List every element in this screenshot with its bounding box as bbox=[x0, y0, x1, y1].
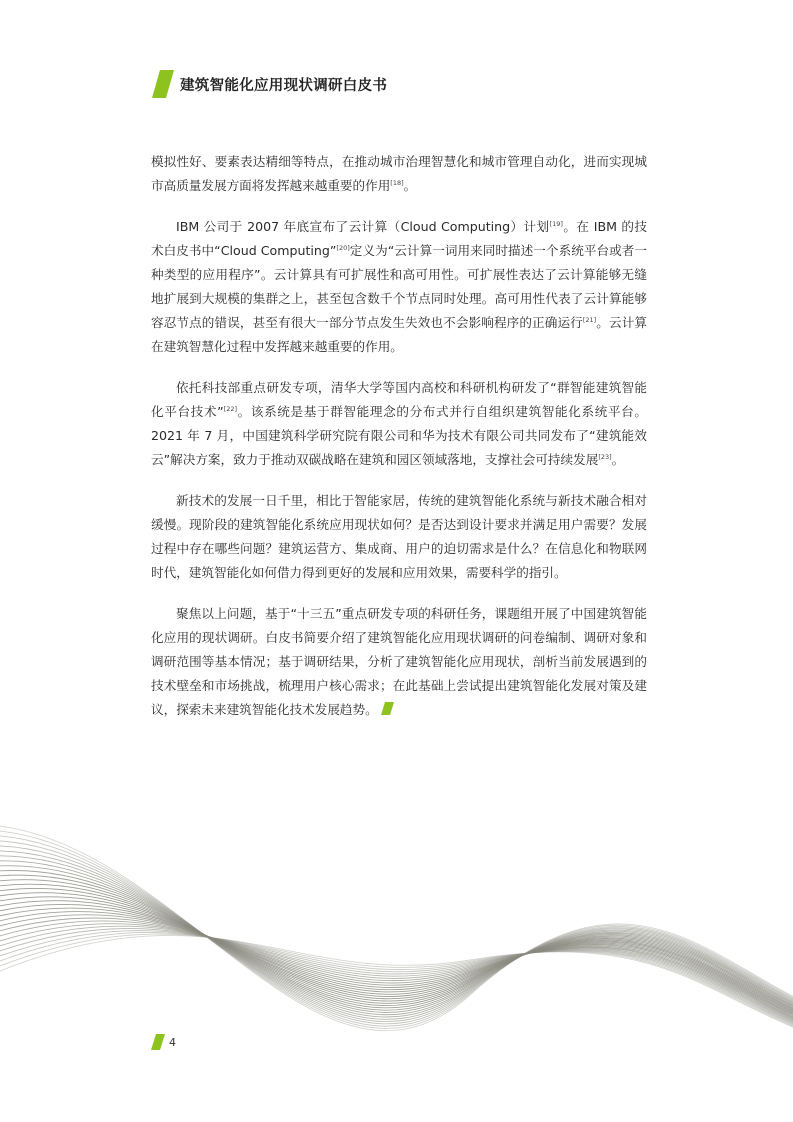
paragraph-text: 。 bbox=[403, 178, 417, 193]
paragraph bbox=[151, 489, 647, 585]
wave-line bbox=[0, 875, 793, 1010]
green-slash-icon bbox=[152, 70, 174, 98]
paragraph-text: IBM 公司于 2007 年底宣布了云计算（Cloud Computing）计划 bbox=[176, 219, 550, 234]
green-end-mark-icon bbox=[381, 702, 394, 715]
document-title: 建筑智能化应用现状调研白皮书 bbox=[180, 77, 388, 94]
wave-lines-decoration bbox=[0, 800, 793, 1122]
wave-line bbox=[0, 825, 793, 1031]
paragraph bbox=[151, 376, 647, 472]
body-text bbox=[151, 150, 647, 739]
paragraph-text: 。云计算在建筑智慧化过程中发挥越来越重要的作用。 bbox=[151, 315, 648, 354]
paragraph-text: 模拟性好、要素表达精细等特点，在推动城市治理智慧化和城市管理自动化，进而实现城市高质量发展方面将发挥越来越重要的作用 bbox=[151, 154, 647, 193]
paragraph-text: 聚焦以上问题，基于“十三五”重点研发专项的科研任务，课题组开展了中国建筑智能化应用的现状调研。白皮书简要介绍了建筑智能化应用现状调研的问卷编制、调研对象和调研范围等基本情况；基于调研结果，分析了建筑智能化应用现状，剖析当前发展遇到的技术壁垒和市场挑战，梳理用户核心需求；在此基础上尝试提出建筑智能化发展对策及建议，探索未来建筑智能化技术发展趋势。 bbox=[151, 606, 647, 717]
paragraph bbox=[151, 150, 647, 198]
paragraph-text: 。 bbox=[611, 452, 625, 467]
citation-ref: [20] bbox=[336, 243, 350, 252]
page-number: 4 bbox=[169, 1035, 176, 1049]
citation-ref: [22] bbox=[223, 404, 237, 413]
paragraph-text: 。该系统是基于群智能理念的分布式并行自组织建筑智能化系统平台。2021 年 7 月，中国建筑科学研究院有限公司和华为技术有限公司共同发布了“建筑能效云”解决方案，致力于推动双碳战略在建筑和园区领域落地，支撑社会可持续发展 bbox=[151, 404, 647, 467]
paragraph-text: 依托科技部重点研发专项，清华大学等国内高校和科研机构研发了“群智能建筑智能化平台技术” bbox=[151, 380, 647, 419]
paragraph-text: 新技术的发展一日千里，相比于智能家居，传统的建筑智能化系统与新技术融合相对缓慢。现阶段的建筑智能化系统应用现状如何？是否达到设计要求并满足用户需要？发展过程中存在哪些问题？建筑运营方、集成商、用户的迫切需求是什么？在信息化和物联网时代，建筑智能化如何借力得到更好的发展和应用效果，需要科学的指引。 bbox=[151, 493, 647, 580]
page-footer bbox=[151, 1033, 176, 1051]
wave-line bbox=[0, 835, 793, 1026]
page-header bbox=[152, 70, 387, 98]
paragraph bbox=[151, 602, 647, 722]
citation-ref: [23] bbox=[598, 452, 612, 461]
paragraph bbox=[151, 215, 647, 359]
green-slash-icon bbox=[151, 1034, 165, 1050]
paragraph-text: 。在 IBM 的技术白皮书中“Cloud Computing” bbox=[151, 219, 647, 258]
paragraph-text: 定义为“云计算一词用来同时描述一个系统平台或者一种类型的应用程序”。云计算具有可扩展性和高可用性。可扩展性表达了云计算能够无缝地扩展到大规模的集群之上，甚至包含数千个节点同时处理。高可用性代表了云计算能够容忍节点的错误，甚至有很大一部分节点发生失效也不会影响程序的正确运行 bbox=[151, 243, 647, 330]
citation-ref: [18] bbox=[390, 178, 404, 187]
citation-ref: [19] bbox=[549, 219, 563, 228]
citation-ref: [21] bbox=[582, 315, 597, 324]
